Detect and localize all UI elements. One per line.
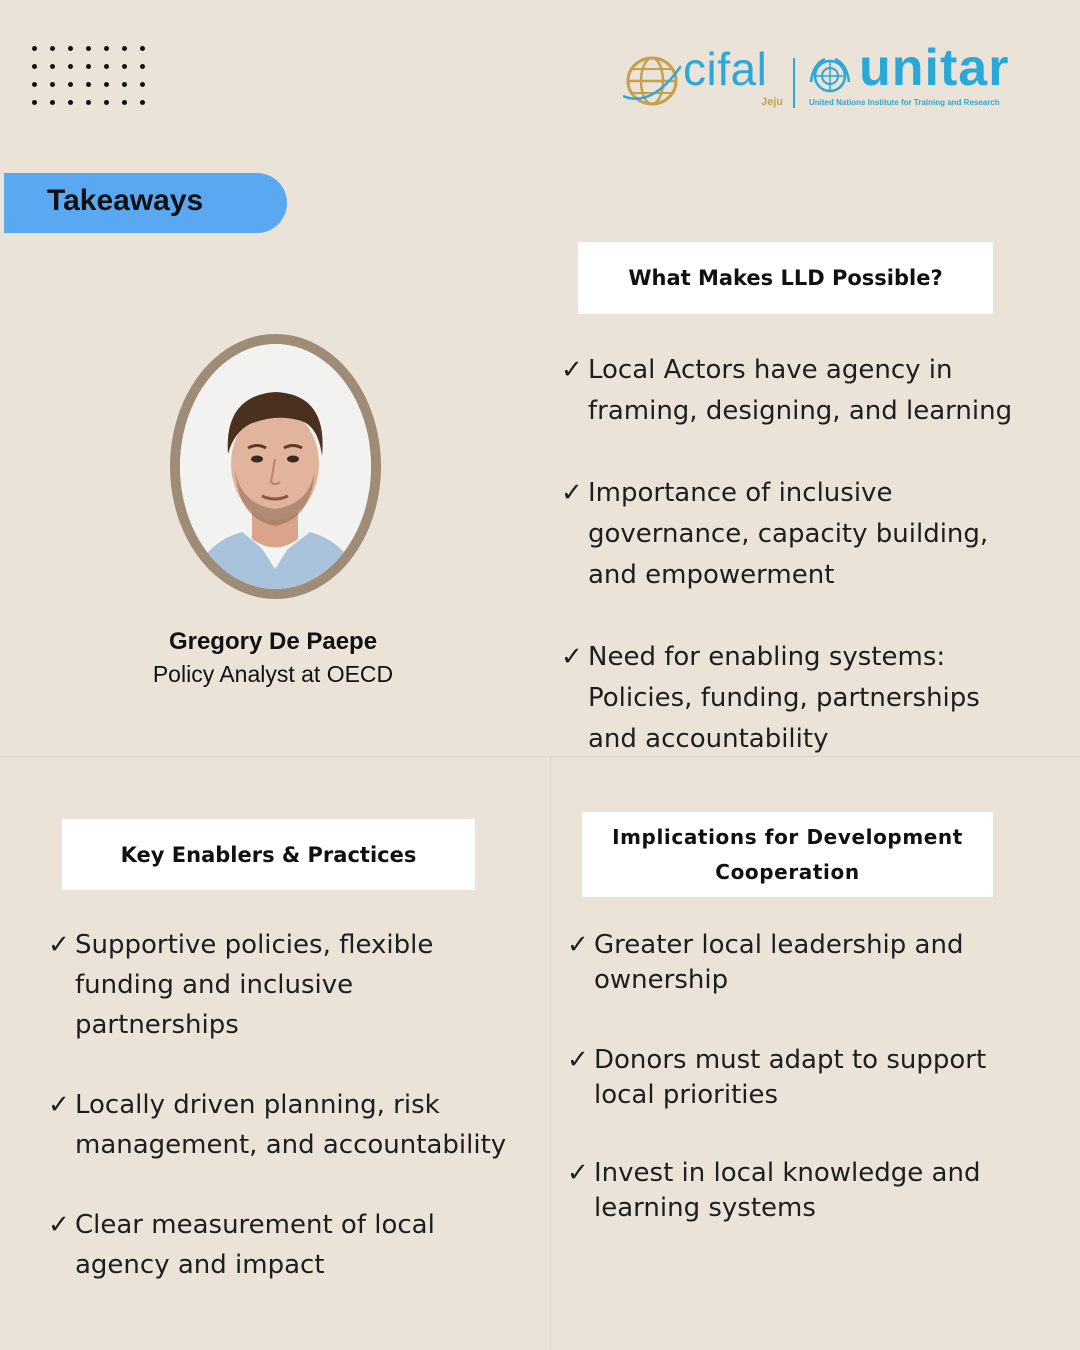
decorative-dot — [140, 46, 145, 51]
enabler-item-1-text: Supportive policies, flexible funding and inclusive partnerships — [75, 930, 434, 1040]
cifal-wordmark: cifal — [683, 43, 768, 95]
decorative-dot — [32, 100, 37, 105]
decorative-dot — [140, 64, 145, 69]
check-icon: ✓ — [567, 1158, 589, 1188]
vertical-divider — [550, 757, 551, 1350]
check-icon: ✓ — [567, 1045, 589, 1075]
decorative-dot — [32, 82, 37, 87]
lld-item-3-text: Need for enabling systems: Policies, funding, partnerships and accountability — [588, 642, 980, 754]
check-icon: ✓ — [561, 642, 583, 672]
decorative-dot — [104, 82, 109, 87]
enabler-item-2-text: Locally driven planning, risk management, and accountability — [75, 1090, 507, 1160]
speaker-photo-frame — [170, 334, 381, 599]
speaker-portrait-illustration — [180, 344, 371, 589]
decorative-dot — [50, 82, 55, 87]
dot-grid-decoration — [28, 42, 153, 112]
decorative-dot — [68, 64, 73, 69]
decorative-dot — [50, 64, 55, 69]
lld-item-2 — [561, 473, 1061, 596]
enabler-item-3 — [48, 1205, 538, 1285]
implication-item-2 — [567, 1043, 1057, 1113]
takeaways-label — [4, 173, 287, 233]
enabler-item-3-text: Clear measurement of local agency and impact — [75, 1210, 435, 1280]
decorative-dot — [122, 100, 127, 105]
decorative-dot — [122, 46, 127, 51]
decorative-dot — [122, 64, 127, 69]
decorative-dot — [122, 82, 127, 87]
implication-item-3-text: Invest in local knowledge and learning systems — [594, 1158, 981, 1223]
lld-item-1 — [561, 350, 1061, 432]
decorative-dot — [140, 100, 145, 105]
check-icon: ✓ — [567, 930, 589, 960]
jeju-label: Jeju — [761, 96, 784, 108]
logo-divider — [793, 58, 795, 108]
lld-item-1-text: Local Actors have agency in framing, designing, and learning — [588, 355, 1013, 426]
cifal-unitar-logo — [617, 39, 1037, 118]
implication-item-3 — [567, 1156, 1057, 1226]
implications-heading: Implications for Development Cooperation — [582, 812, 993, 897]
key-enablers-heading: Key Enablers & Practices — [62, 819, 475, 890]
globe-icon — [623, 56, 681, 106]
check-icon: ✓ — [561, 355, 583, 385]
decorative-dot — [104, 46, 109, 51]
check-icon: ✓ — [48, 1090, 70, 1120]
enabler-item-1 — [48, 925, 538, 1045]
decorative-dot — [50, 46, 55, 51]
decorative-dot — [50, 100, 55, 105]
decorative-dot — [86, 46, 91, 51]
implication-item-1-text: Greater local leadership and ownership — [594, 930, 964, 995]
check-icon: ✓ — [561, 478, 583, 508]
decorative-dot — [140, 82, 145, 87]
enabler-item-2 — [48, 1085, 538, 1165]
decorative-dot — [86, 100, 91, 105]
implication-item-1 — [567, 928, 1057, 998]
lld-item-3 — [561, 637, 1061, 760]
lld-item-2-text: Importance of inclusive governance, capacity building, and empowerment — [588, 478, 989, 590]
speaker-name: Gregory De Paepe — [168, 628, 378, 655]
check-icon: ✓ — [48, 930, 70, 960]
decorative-dot — [32, 64, 37, 69]
speaker-role: Policy Analyst at OECD — [152, 661, 394, 687]
decorative-dot — [32, 46, 37, 51]
decorative-dot — [68, 100, 73, 105]
decorative-dot — [86, 82, 91, 87]
what-makes-lld-heading: What Makes LLD Possible? — [578, 242, 993, 314]
decorative-dot — [68, 46, 73, 51]
implication-item-2-text: Donors must adapt to support local priorities — [594, 1045, 987, 1110]
takeaways-text: Takeaways — [47, 184, 204, 217]
unitar-wordmark: unitar — [859, 39, 1010, 97]
decorative-dot — [86, 64, 91, 69]
decorative-dot — [68, 82, 73, 87]
unitar-subtitle: United Nations Institute for Training and Research — [809, 98, 1000, 107]
speaker-photo — [180, 344, 371, 589]
check-icon: ✓ — [48, 1210, 70, 1240]
decorative-dot — [104, 64, 109, 69]
un-emblem-icon — [807, 56, 853, 96]
decorative-dot — [104, 100, 109, 105]
